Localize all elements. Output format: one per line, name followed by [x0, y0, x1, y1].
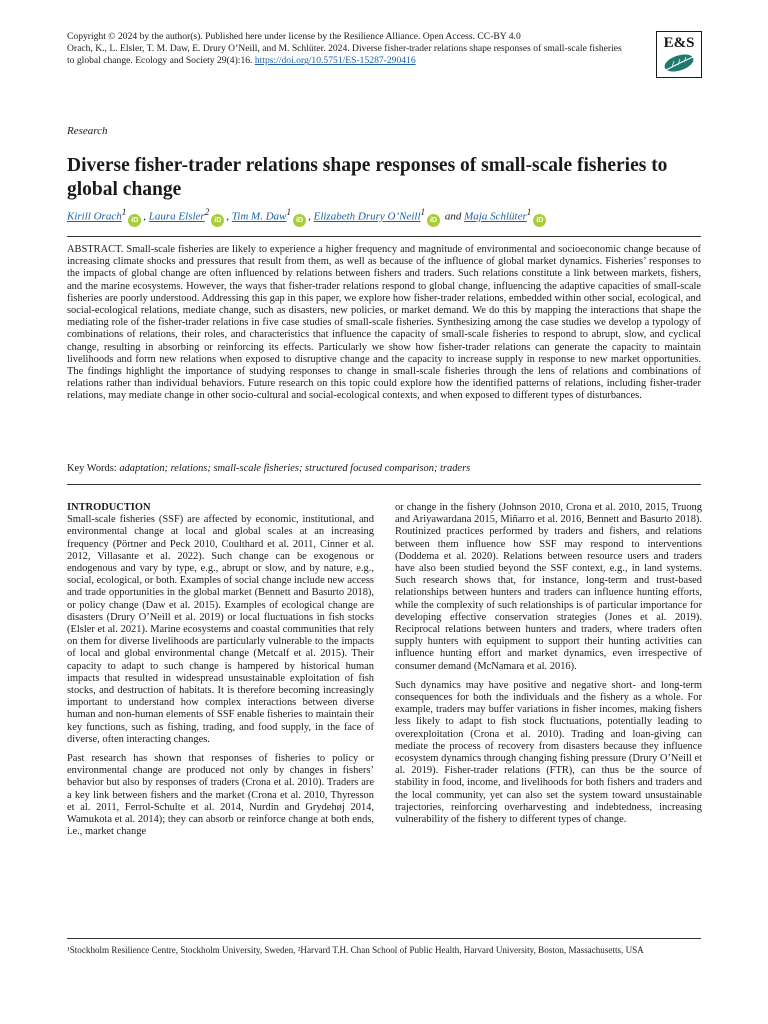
orcid-icon[interactable]: iD [293, 214, 306, 227]
paper-title: Diverse fisher-trader relations shape responses of small-scale fisheries to global change [67, 155, 668, 200]
column-right [395, 502, 702, 833]
author-link[interactable]: Kirill Orach [67, 210, 122, 223]
orcid-icon[interactable]: iD [427, 214, 440, 227]
author-separator: , [308, 210, 311, 223]
section-label: Research [67, 125, 108, 137]
author-separator: , [226, 210, 230, 223]
leaf-icon [657, 51, 701, 77]
keywords-values: adaptation; relations; small-scale fisheries; structured focused comparison; traders [119, 463, 471, 474]
author-affiliation: 1 [286, 207, 292, 217]
author-link[interactable]: Tim M. Daw [231, 210, 287, 223]
body-paragraph: Past research has shown that responses of fisheries to policy or environmental change are produced not only by changes in fishers’ behavior but also by responses of traders (Crona et al. 2010). Traders are a key link between fishers and the market (Crona et al. 2010, Thyresson et al. 2011, Ferrol-Schulte et al. 2014, Nurdin and Grydehøj 2014, Wamukota et al. 2014); they can absorb or reinforce change at both ends, i.e., market change [67, 753, 374, 838]
citation-line [67, 43, 627, 67]
journal-logo [656, 31, 702, 78]
copyright-line: Copyright © 2024 by the author(s). Published here under license by the Resilience Alliance. Open Access. CC-BY 4.0 [67, 31, 521, 42]
body-paragraph: or change in the fishery (Johnson 2010, Crona et al. 2010, 2015, Truong and Ariyawardana 2015, Miñarro et al. 2016, Bennett and Basurto 2018). Routinized practices performed by traders and fishers, and relations between them influence how SSF may respond to interventions (Doddema et al. 2020). Relations between resource users and traders have also been studied beyond the SSF context, e.g., in land systems. Such research shows that, for instance, long-term and trust-based relationships between hunters and traders can influence hunting efforts, while the complexity of such relationships is of particular importance for developing effective conservation strategies (Jones et al. 2019). Reciprocal relations between hunters and traders, where traders often supply hunters with equipment to support their hunting activities can influence hunting effort and market dynamics, even irrespective of consumer demand (McNamara et al. 2016). [395, 502, 702, 672]
orcid-icon[interactable]: iD [211, 214, 224, 227]
author-link[interactable]: Elizabeth Drury O’Neill [313, 210, 421, 223]
author-affiliation: 1 [420, 207, 426, 217]
author-link[interactable]: Laura Elsler [148, 210, 205, 223]
author-affiliation: 1 [121, 207, 127, 217]
orcid-icon[interactable]: iD [533, 214, 546, 227]
body-paragraph: Small-scale fisheries (SSF) are affected by economic, institutional, and environmental change at local and global scales at an increasing frequency (Pörtner and Peck 2010, Coulthard et al. 2011, Cinner et al. 2012, Villasante et al. 2022). Such change can be exogenous or endogenous and vary by type, e.g., abrupt or slow, and by nature, e.g., social, ecological, or both. Examples of social change include new access and trade opportunities in the global market (Bennett and Basurto 2018), or policy change (Daw et al. 2015). Examples of ecological change are disasters (Drury O’Neill et al. 2019) or local fluctuations in fish stocks (Elsler et al. 2021). Marine ecosystems and coastal communities that rely on them for diverse livelihoods are particularly vulnerable to the impacts of local and global environmental change (Metcalf et al. 2015). Their capacity to adapt to such change is hampered by historical human impacts that resulted in widespread unsustainable exploitation of fish stocks, and destruction of habitats. It is therefore becoming increasingly important to understand how complex interactions between diverse human and non-human elements of SSF enable fisheries to maintain their key functions, such as fishing, trading, and food supply, in the face of diverse, often interacting changes. [67, 514, 374, 745]
orcid-icon[interactable]: iD [128, 214, 141, 227]
abstract: ABSTRACT. Small-scale fisheries are likely to experience a higher frequency and magnitude of environmental and socioeconomic change because of increasing climate shocks and pressures that result from them, as well as because of the influence of global market dynamics. Fisheries’ responses to the impacts of global change are often influenced by relations between fishers and traders. Such relations constitute a link between markets, fishers, and the marine ecosystems. However, the ways that fisher-trader relations respond to global change, influencing the adaptive capacities of small-scale fisheries are poorly understood. Addressing this gap in this paper, we explore how fisher-trader relations, embedded within other social, ecological, and social-ecological relations, mediate change, such as disasters, new policies, or market demand. We do this by mapping the interactions that shape the mediating role of the fisher-trader relations in five case studies of small-scale fisheries. Synthesizing among the case studies we develop a typology of combinations of relations, their roles, and characteristics that influence the capacity of small-scale fisheries to respond to abrupt, slow, and cyclical change, resulting in absorbing or reinforcing its effects. Particularly we show how fisher-trader relations can generate the capacity to maintain livelihoods and form new relations when exposed to disruptive change and the capacity to increase supply in response to new market opportunities. The findings highlight the importance of studying responses to change in small-scale fisheries through the lens of relations and combinations of relations rather than individual behaviors. Future research on this topic could explore how the identified patterns of relations, including fisher-trader relations, may mediate change in other socio-cultural and social-ecological contexts, and when exposed to different types of disturbances. [67, 244, 701, 402]
keywords-label: Key Words: [67, 463, 117, 474]
section-heading-introduction: INTRODUCTION [67, 502, 151, 513]
author-link[interactable]: Maja Schlüter [464, 210, 527, 223]
abstract-bottom-rule [67, 484, 701, 485]
keywords [67, 463, 701, 475]
copyright-header [67, 31, 627, 68]
author-separator: , [143, 210, 147, 223]
abstract-top-rule [67, 236, 701, 237]
affiliations-footnote: ¹Stockholm Resilience Centre, Stockholm University, Sweden, ²Harvard T.H. Chan School of Public Health, Harvard University, Boston, Massachusetts, USA [67, 945, 644, 955]
column-left [67, 502, 374, 845]
logo-text: E&S [663, 35, 695, 51]
body-paragraph: Such dynamics may have positive and negative short- and long-term consequences for both the individuals and the fishery as a whole. For example, traders may buffer variations in fisher incomes, making fishers less likely to adapt to fish stock fluctuations, potentially leading to overexploitation (Crona et al. 2010). Trading and loan-giving can mediate the process of recovery from disasters because they influence ecosystem dynamics through changing fishing pressure (Drury O’Neill et al. 2019). Fisher-trader relations (FTR), can thus be the source of stability in food, income, and livelihoods for both fishers and traders and the local community, yet can also set the system toward unsustainable trajectories, reinforcing overharvesting and indebtedness, increasing vulnerability of the fishery to different types of change. [395, 679, 702, 826]
author-list [67, 204, 707, 227]
citation-text: Orach, K., L. Elsler, T. M. Daw, E. Drury O’Neill, and M. Schlüter. 2024. Diverse fisher-trader relations shape responses of small-scale fisheries to global change. Ecology and Society 29(4):16. [67, 43, 622, 67]
doi-link[interactable]: https://doi.org/10.5751/ES-15287-290416 [254, 55, 416, 67]
footnote-rule [67, 938, 701, 939]
author-affiliation: 2 [204, 207, 210, 217]
author-and: and [444, 210, 462, 223]
author-affiliation: 1 [526, 207, 532, 217]
